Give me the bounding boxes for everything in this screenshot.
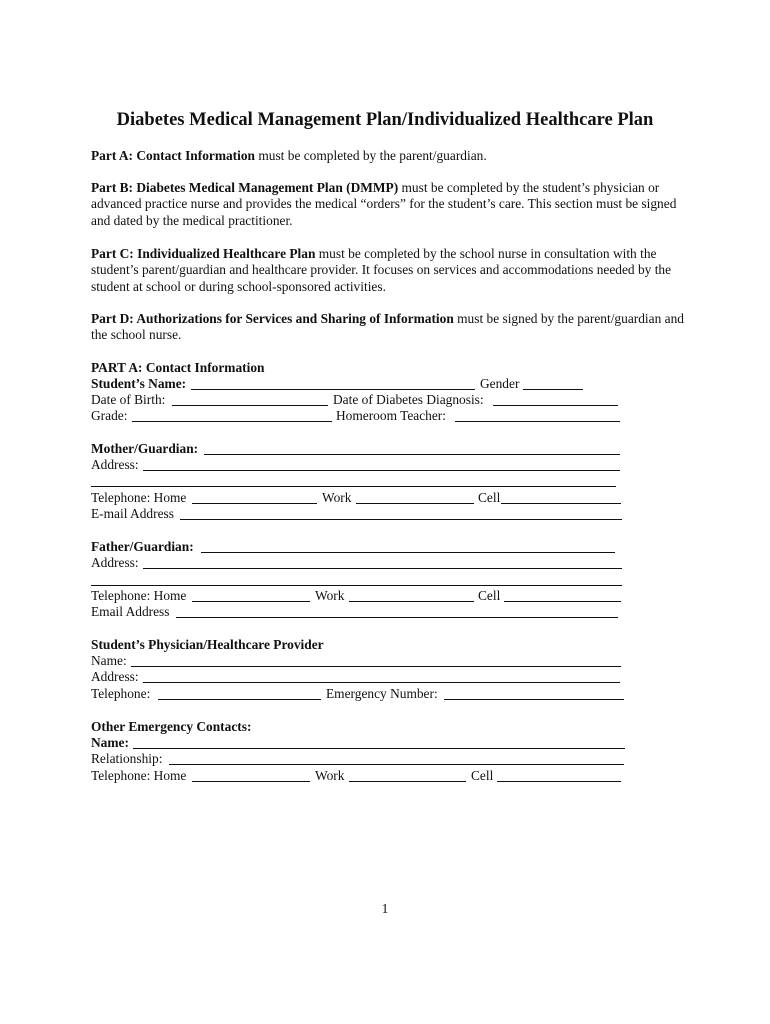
physician-name-field[interactable] [131, 666, 621, 667]
mother-tel-home-field[interactable] [192, 503, 317, 504]
page-number: 1 [381, 901, 389, 916]
other-relationship-field[interactable] [169, 764, 624, 765]
gender-field[interactable] [523, 389, 583, 390]
intro-part-a [91, 148, 691, 164]
intro-part-a-text: must be completed by the parent/guardian. [255, 148, 487, 163]
physician-name-label: Name: [91, 653, 127, 668]
mother-address-field-2[interactable] [91, 486, 616, 487]
intro-part-a-heading: Part A: Contact Information [91, 148, 256, 163]
intro-part-d-heading: Part D: Authorizations for Services and Sharing of Information [91, 311, 454, 326]
mother-email-label: E-mail Address [91, 506, 174, 521]
physician-address-label: Address: [91, 669, 139, 684]
homeroom-field[interactable] [455, 421, 620, 422]
other-cell-label: Cell [471, 768, 494, 783]
gender-label: Gender [480, 376, 520, 391]
grade-label: Grade: [91, 408, 128, 423]
mother-work-label: Work [322, 490, 352, 505]
father-tel-home-field[interactable] [192, 601, 310, 602]
other-tel-home-field[interactable] [192, 781, 310, 782]
father-address-label: Address: [91, 555, 139, 570]
student-name-label: Student’s Name: [91, 376, 187, 391]
other-tel-home-label: Telephone: Home [91, 768, 187, 783]
father-work-label: Work [315, 588, 345, 603]
intro-part-b-text: must be completed by the student’s physician or advanced practice nurse and provides the medical “orders” for the student’s care. This section must be signed and dated by the medical practitioner. [91, 180, 677, 228]
other-cell-field[interactable] [497, 781, 621, 782]
intro-part-b [91, 180, 691, 229]
mother-cell-label: Cell [478, 490, 501, 505]
father-tel-home-label: Telephone: Home [91, 588, 187, 603]
physician-telephone-label: Telephone: [91, 686, 151, 701]
mother-cell-field[interactable] [501, 503, 621, 504]
physician-emergency-label: Emergency Number: [326, 686, 438, 701]
mother-address-field[interactable] [143, 470, 620, 471]
intro-part-b-heading: Part B: Diabetes Medical Management Plan (DMMP) [91, 180, 399, 195]
part-a-heading: PART A: Contact Information [91, 360, 265, 375]
intro-part-c [91, 246, 691, 295]
mother-name-field[interactable] [204, 454, 620, 455]
father-address-field-2[interactable] [91, 585, 622, 586]
father-name-field[interactable] [201, 552, 615, 553]
diagnosis-date-label: Date of Diabetes Diagnosis: [333, 392, 484, 407]
physician-emergency-field[interactable] [444, 699, 624, 700]
other-work-field[interactable] [349, 781, 466, 782]
father-cell-label: Cell [478, 588, 501, 603]
intro-part-d-text: must be signed by the parent/guardian and the school nurse. [91, 311, 684, 343]
father-work-field[interactable] [349, 601, 474, 602]
other-relationship-label: Relationship: [91, 751, 163, 766]
physician-heading: Student’s Physician/Healthcare Provider [91, 637, 324, 652]
father-label: Father/Guardian: [91, 539, 194, 554]
other-name-field[interactable] [133, 748, 625, 749]
physician-address-field[interactable] [143, 682, 620, 683]
intro-part-d [91, 311, 691, 344]
intro-part-c-text: must be completed by the school nurse in consultation with the student’s parent/guardian and healthcare provider. It focuses on services and accommodations needed by the student at school or during school-sponsored activities. [91, 246, 672, 294]
father-cell-field[interactable] [504, 601, 621, 602]
dob-field[interactable] [172, 405, 328, 406]
physician-telephone-field[interactable] [158, 699, 321, 700]
homeroom-label: Homeroom Teacher: [336, 408, 446, 423]
mother-label: Mother/Guardian: [91, 441, 199, 456]
father-email-field[interactable] [176, 617, 618, 618]
other-heading: Other Emergency Contacts: [91, 719, 252, 734]
intro-part-c-heading: Part C: Individualized Healthcare Plan [91, 246, 316, 261]
mother-email-field[interactable] [180, 519, 622, 520]
father-email-label: Email Address [91, 604, 170, 619]
student-name-field[interactable] [191, 389, 475, 390]
mother-address-label: Address: [91, 457, 139, 472]
mother-tel-home-label: Telephone: Home [91, 490, 187, 505]
page-title: Diabetes Medical Management Plan/Individualized Healthcare Plan [116, 110, 654, 130]
diagnosis-date-field[interactable] [493, 405, 618, 406]
other-work-label: Work [315, 768, 345, 783]
father-address-field[interactable] [143, 568, 622, 569]
grade-field[interactable] [132, 421, 332, 422]
mother-work-field[interactable] [356, 503, 474, 504]
other-name-label: Name: [91, 735, 129, 750]
dob-label: Date of Birth: [91, 392, 166, 407]
